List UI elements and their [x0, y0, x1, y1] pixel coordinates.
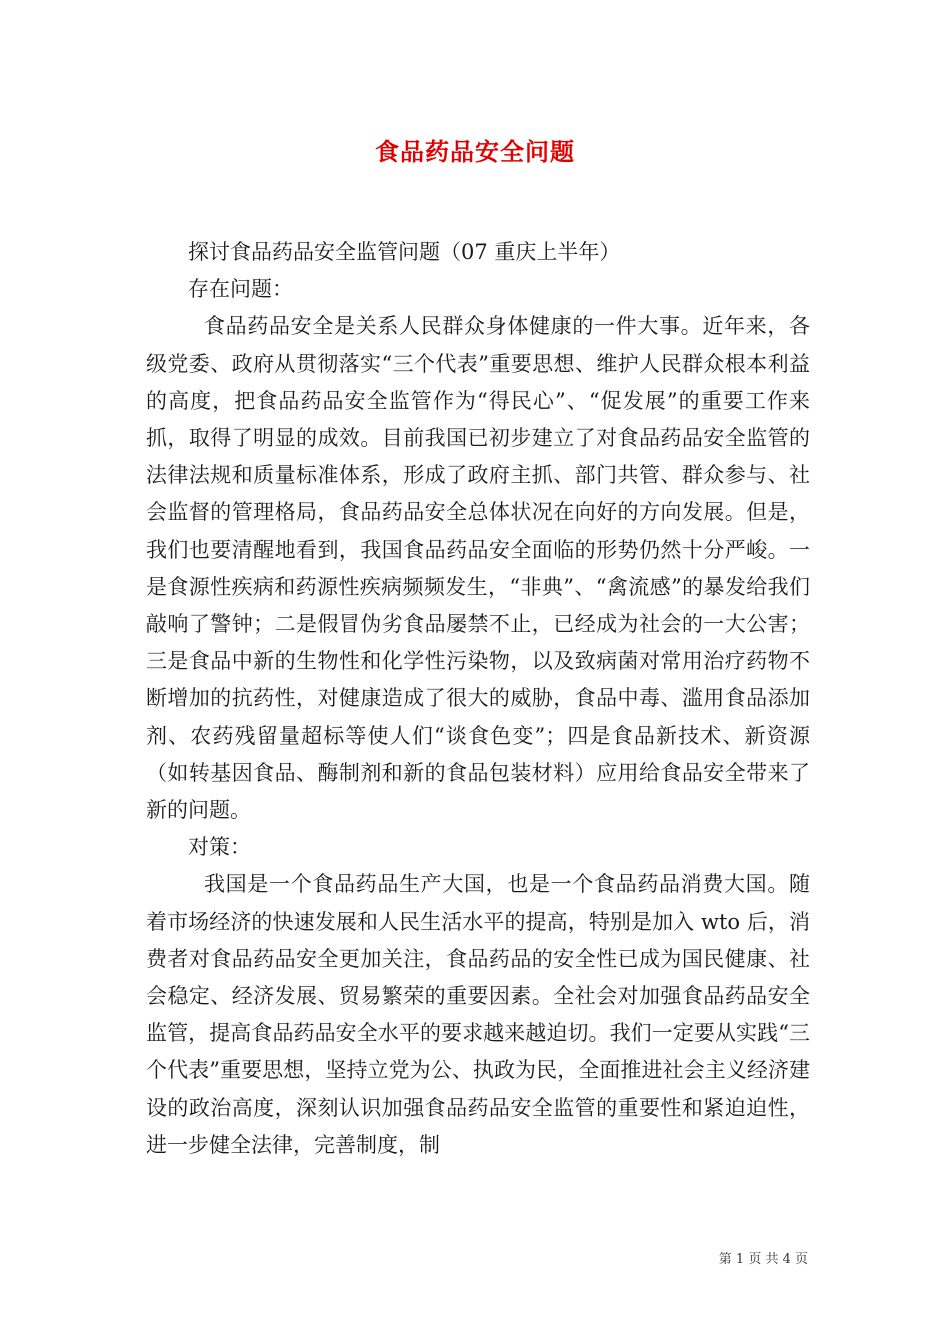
document-subtitle: 探讨食品药品安全监管问题（07 重庆上半年）: [188, 240, 621, 264]
document-title: 食品药品安全问题: [375, 137, 575, 166]
section-heading-measures: 对策：: [188, 835, 251, 860]
section-heading-problems: 存在问题：: [188, 277, 293, 302]
paragraph-problems: 食品药品安全是关系人民群众身体健康的一件大事。近年来，各级党委、政府从贯彻落实“三个代表”重要思想、维护人民群众根本利益的高度，把食品药品安全监管作为“得民心”、“促发展”的重要工作来抓，取得了明显的成效。目前我国已初步建立了对食品药品安全监管的法律法规和质量标准体系，形成了政府主抓、部门共管、群众参与、社会监督的管理格局，食品药品安全总体状况在向好的方向发展。但是，我们也要清醒地看到，我国食品药品安全面临的形势仍然十分严峻。一是食源性疾病和药源性疾病频频发生，“非典”、“禽流感”的暴发给我们敲响了警钟；二是假冒伪劣食品屡禁不止，已经成为社会的一大公害；三是食品中新的生物性和化学性污染物，以及致病菌对常用治疗药物不断增加的抗药性，对健康造成了很大的威胁，食品中毒、滥用食品添加剂、农药残留量超标等使人们“谈食色变”；四是食品新技术、新资源（如转基因食品、酶制剂和新的食品包装材料）应用给食品安全带来了新的问题。: [146, 314, 810, 823]
document-body: [146, 234, 810, 1164]
page-number-footer: 第 1 页 共 4 页: [718, 1252, 808, 1267]
paragraph-measures: 我国是一个食品药品生产大国，也是一个食品药品消费大国。随着市场经济的快速发展和人民生活水平的提高，特别是加入 wto 后，消费者对食品药品安全更加关注，食品药品的安全性已成为国民健康、社会稳定、经济发展、贸易繁荣的重要因素。全社会对加强食品药品安全监管，提高食品药品安全水平的要求越来越迫切。我们一定要从实践“三个代表”重要思想，坚持立党为公、执政为民，全面推进社会主义经济建设的政治高度，深刻认识加强食品药品安全监管的重要性和紧迫迫性，进一步健全法律，完善制度，制: [146, 872, 810, 1157]
